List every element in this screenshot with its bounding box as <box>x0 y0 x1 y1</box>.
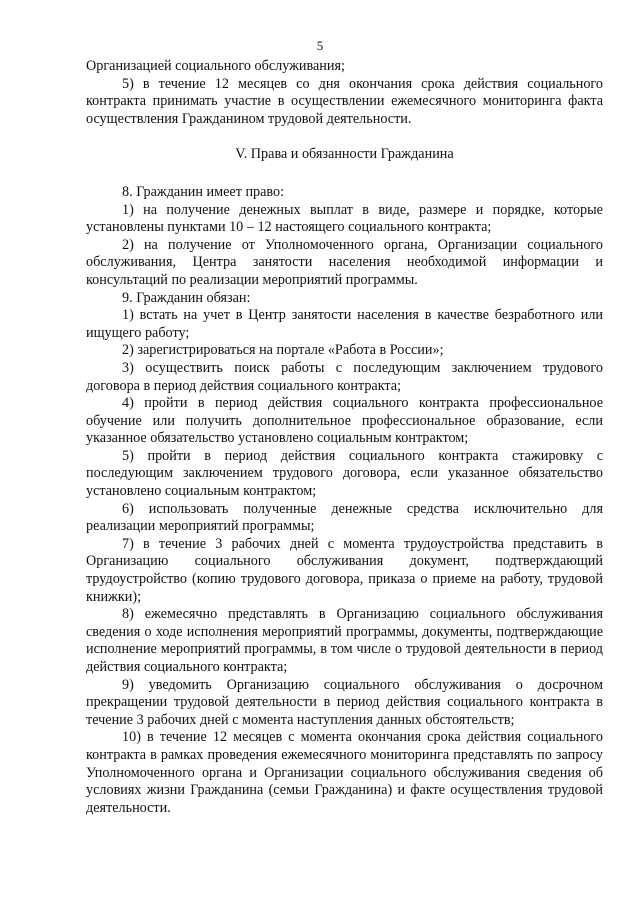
list-item: 5) пройти в период действия социального контракта стажировку с последующим заключением трудового договора, если указанное обязательство установлено социальным контрактом; <box>86 447 603 500</box>
page-number: 5 <box>316 38 324 53</box>
list-item: 7) в течение 3 рабочих дней с момента трудоустройства представить в Организацию социального обслуживания документ, подтверждающий трудоустройство (копию трудового договора, приказа о приеме на работу, трудовой книжки); <box>86 535 603 605</box>
list-item: 10) в течение 12 месяцев с момента окончания срока действия социального контракта в рамках проведения ежемесячного мониторинга представлять по запросу Уполномоченного органа и Организации социального обслуживания сведения об условиях жизни Гражданина (семьи Гражданина) и факте осуществления трудовой деятельности. <box>86 729 603 816</box>
list-item: 2) на получение от Уполномоченного органа, Организации социального обслуживания, Центра занятости населения необходимой информации и консультаций по реализации мероприятий программы. <box>86 236 603 288</box>
list-item: 9) уведомить Организацию социального обслуживания о досрочном прекращении трудовой деятельности в период действия социального контракта в течение 3 рабочих дней с момента наступления данных обстоятельств; <box>86 676 603 728</box>
clause-heading-rights: 8. Гражданин имеет право: <box>122 183 285 200</box>
list-item: 4) пройти в период действия социального контракта профессиональное обучение или получить дополнительное профессиональное образование, если указанное обязательство установлено социальным контрактом; <box>86 395 603 447</box>
document-body <box>86 58 603 817</box>
continuation-text: Организацией социального обслуживания; <box>86 58 345 74</box>
list-item: 2) зарегистрироваться на портале «Работа в России»; <box>122 342 444 359</box>
clause-heading-obligations: 9. Гражданин обязан: <box>122 289 251 306</box>
list-item: 1) встать на учет в Центр занятости населения в качестве безработного или ищущего работу; <box>86 307 603 341</box>
list-item: 3) осуществить поиск работы с последующим заключением трудового договора в период действия социального контракта; <box>86 359 603 394</box>
list-item: 5) в течение 12 месяцев со дня окончания срока действия социального контракта принимать участие в осуществлении ежемесячного мониторинга факта осуществления Гражданином трудовой деятельности. <box>86 75 603 127</box>
list-item: 1) на получение денежных выплат в виде, размере и порядке, которые установлены пунктами 10 – 12 настоящего социального контракта; <box>86 201 603 236</box>
list-item: 8) ежемесячно представлять в Организацию социального обслуживания сведения о ходе исполнения мероприятий программы, документы, подтверждающие исполнение мероприятий программы, в том числе о трудовой деятельности в период действия социального контракта; <box>86 606 603 675</box>
section-heading: V. Права и обязанности Гражданина <box>235 146 454 163</box>
list-item: 6) использовать полученные денежные средства исключительно для реализации мероприятий программы; <box>86 500 603 535</box>
